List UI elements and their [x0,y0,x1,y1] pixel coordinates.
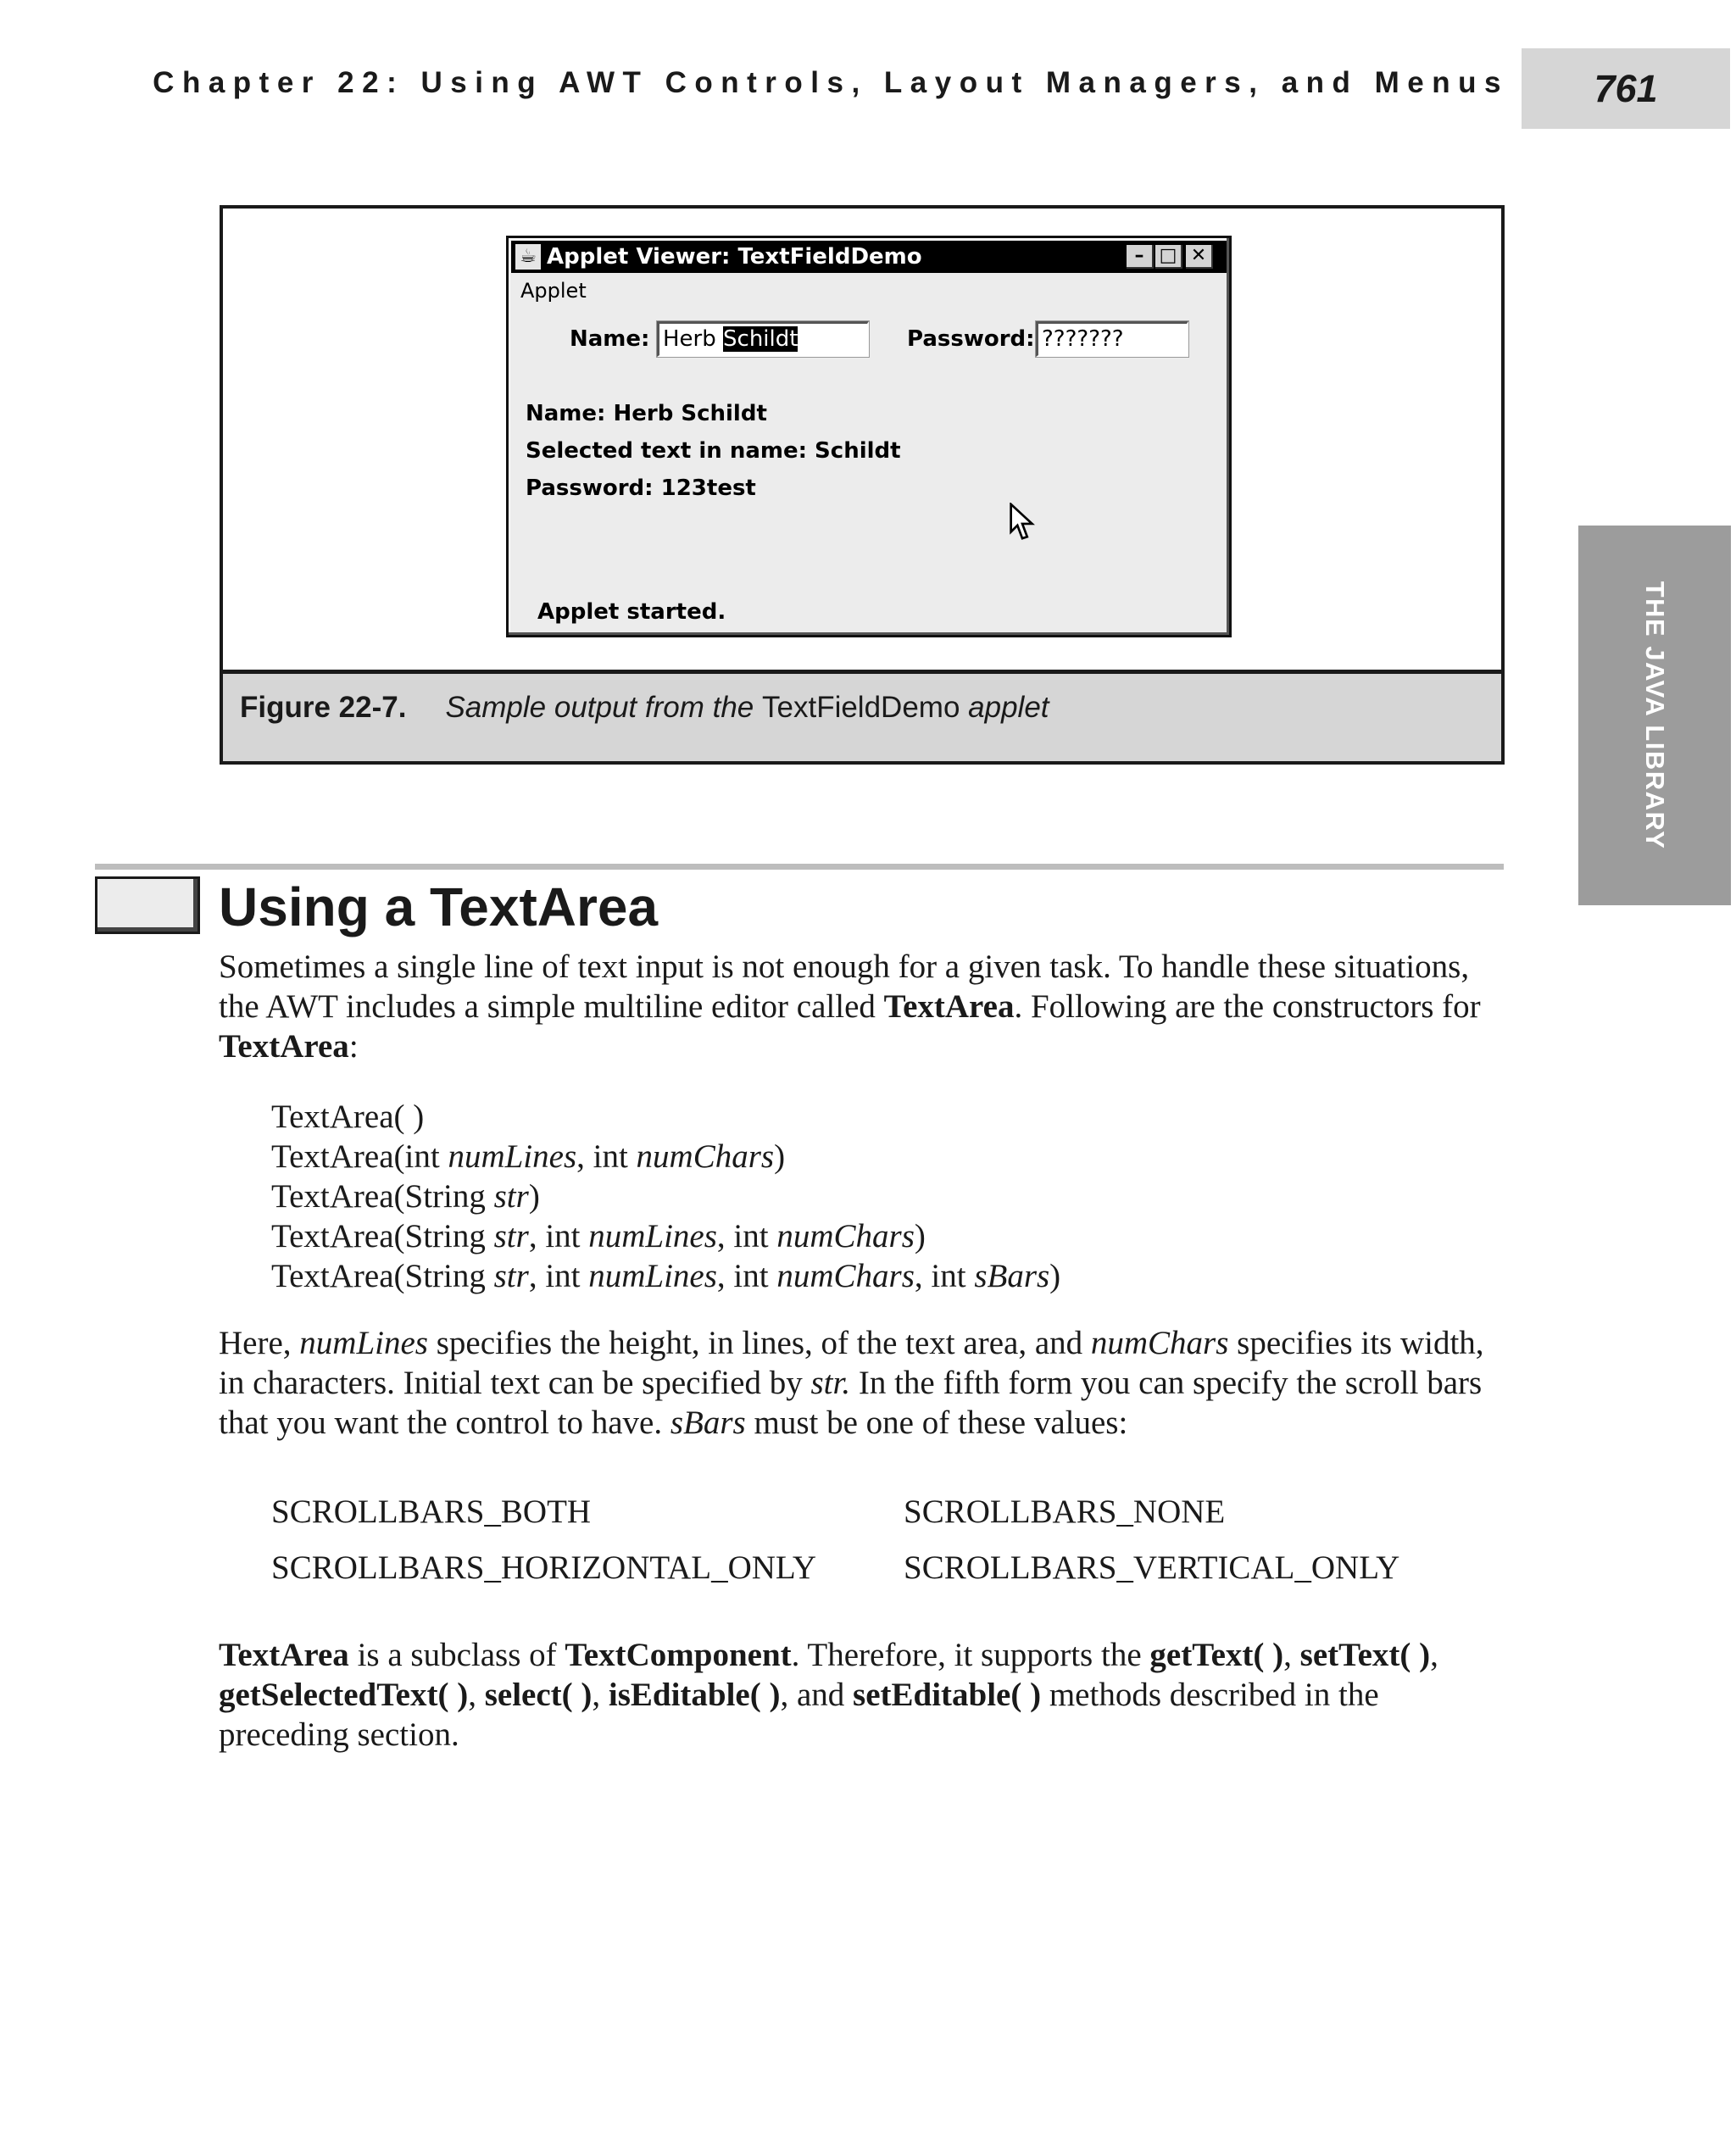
paragraph-subclass: TextArea is a subclass of TextComponent. Therefore, it supports the getText( ), setText( ), getSelectedText( ), select( ), isEditable( ), and setEditable( ) methods described in the preceding section. [219,1637,1438,1753]
section-rule [95,864,1504,870]
figure-caption: Figure 22-7. Sample output from the TextFieldDemo applet [223,670,1501,761]
constant-both: SCROLLBARS_BOTH [271,1494,592,1530]
name-field[interactable] [657,321,869,357]
figure [220,205,1505,765]
name-field-text: Herb [663,326,724,352]
constant-vertical: SCROLLBARS_VERTICAL_ONLY [904,1549,1400,1586]
paragraph-params: Here, numLines specifies the height, in lines, of the text area, and numChars specifies its width, in characters. Initial text can be specified by str. In the fifth form you can specify the scroll bars that you want the control to have. sBars must be one of these values: [219,1325,1484,1441]
password-field[interactable]: ??????? [1036,321,1188,357]
applet-window [506,236,1232,637]
window-title: Applet Viewer: TextFieldDemo [547,244,922,270]
name-field-selection: Schildt [723,326,798,352]
status-text: Applet started. [537,599,726,625]
section-marker [95,876,200,934]
java-cup-icon: ☕ [515,244,541,270]
close-icon[interactable]: ✕ [1186,245,1213,269]
constant-horizontal: SCROLLBARS_HORIZONTAL_ONLY [271,1549,816,1586]
constructor-1: TextArea( ) [271,1099,425,1135]
constructor-3: TextArea(String str) [271,1178,540,1215]
title-bar[interactable] [511,241,1227,273]
output-password: Password: 123test [526,476,756,501]
side-tab [1578,526,1731,905]
running-header: Chapter 22: Using AWT Controls, Layout Managers, and Menus [153,66,1509,99]
output-name: Name: Herb Schildt [526,401,767,426]
constructor-2: TextArea(int numLines, int numChars) [271,1138,786,1175]
paragraph-intro: Sometimes a single line of text input is not enough for a given task. To handle these situations, the AWT includes a simple multiline editor called TextArea. Following are the constructors for TextArea: [219,948,1481,1065]
mouse-pointer-icon [1009,503,1038,542]
password-label: Password: [907,326,1035,352]
maximize-icon[interactable]: □ [1155,245,1182,269]
constructor-list [271,1097,1060,1296]
constructor-5: TextArea(String str, int numLines, int numChars, int sBars) [271,1258,1061,1294]
side-tab-label: THE JAVA LIBRARY [1640,581,1670,850]
caption-label: Figure 22-7. [240,691,407,724]
section-title: Using a TextArea [219,876,659,937]
output-selected: Selected text in name: Schildt [526,438,901,464]
minimize-icon[interactable]: – [1127,245,1154,269]
constant-none: SCROLLBARS_NONE [904,1494,1226,1530]
page-number: 761 [1522,48,1730,129]
menu-applet[interactable]: Applet [520,279,587,303]
constructor-4: TextArea(String str, int numLines, int numChars) [271,1218,926,1254]
name-label: Name: [570,326,650,352]
